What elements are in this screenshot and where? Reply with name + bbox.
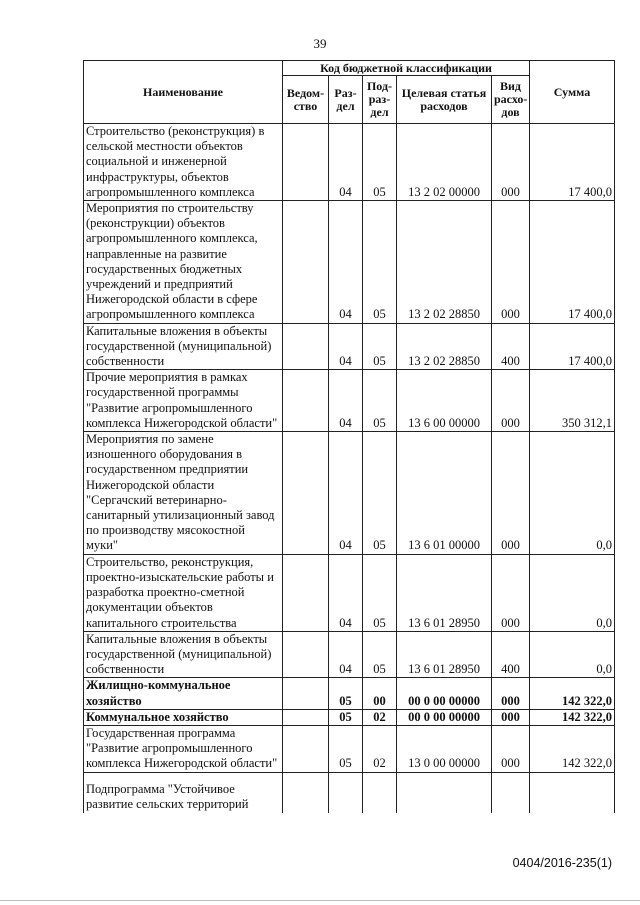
cell-department	[283, 124, 329, 201]
header-department: Ведом-ство	[283, 76, 329, 124]
cell-department	[283, 772, 329, 813]
cell-target-article: 13 0 00 00000	[397, 725, 492, 772]
cell-sum: 142 322,0	[530, 725, 615, 772]
cell-expense-type: 400	[492, 323, 530, 370]
cell-subsection: 05	[363, 631, 397, 678]
cell-target-article: 13 6 01 00000	[397, 432, 492, 555]
table-row	[84, 772, 615, 813]
cell-expense-type: 000	[492, 370, 530, 432]
cell-name: Коммунальное хозяйство	[84, 709, 283, 725]
cell-sum: 0,0	[530, 554, 615, 631]
cell-subsection: 05	[363, 432, 397, 555]
cell-section: 05	[329, 678, 363, 709]
cell-section: 04	[329, 554, 363, 631]
cell-expense-type: 000	[492, 554, 530, 631]
table-body	[84, 124, 615, 813]
cell-expense-type: 000	[492, 678, 530, 709]
cell-target-article: 13 6 00 00000	[397, 370, 492, 432]
cell-subsection: 05	[363, 554, 397, 631]
cell-section: 05	[329, 725, 363, 772]
cell-subsection: 02	[363, 709, 397, 725]
cell-name: Мероприятия по замене изношенного оборудования в государственном предприятии Нижегородской области "Сергачский ветеринарно-санитарный утилизационный завод по производству мясокостной муки"	[84, 432, 283, 555]
cell-department	[283, 631, 329, 678]
cell-target-article: 00 0 00 00000	[397, 709, 492, 725]
cell-expense-type: 000	[492, 432, 530, 555]
table-row	[84, 709, 615, 725]
table-row	[84, 323, 615, 370]
cell-target-article	[397, 772, 492, 813]
cell-expense-type: 400	[492, 631, 530, 678]
table-row	[84, 631, 615, 678]
cell-sum: 142 322,0	[530, 709, 615, 725]
cell-target-article: 13 6 01 28950	[397, 554, 492, 631]
cell-sum: 142 322,0	[530, 678, 615, 709]
cell-department	[283, 432, 329, 555]
cell-section: 05	[329, 709, 363, 725]
cell-name: Прочие мероприятия в рамках государственной программы "Развитие агропромышленного комплекса Нижегородской области"	[84, 370, 283, 432]
cell-target-article: 13 2 02 00000	[397, 124, 492, 201]
cell-sum: 17 400,0	[530, 124, 615, 201]
header-name: Наименование	[84, 61, 283, 124]
cell-section: 04	[329, 370, 363, 432]
cell-sum	[530, 772, 615, 813]
cell-subsection: 05	[363, 370, 397, 432]
cell-section: 04	[329, 432, 363, 555]
header-budget-code: Код бюджетной классификации	[283, 61, 530, 76]
cell-subsection	[363, 772, 397, 813]
cell-subsection: 02	[363, 725, 397, 772]
cell-expense-type: 000	[492, 725, 530, 772]
cell-department	[283, 370, 329, 432]
table-row	[84, 370, 615, 432]
table-row	[84, 554, 615, 631]
cell-subsection: 00	[363, 678, 397, 709]
cell-name: Государственная программа "Развитие агропромышленного комплекса Нижегородской области"	[84, 725, 283, 772]
cell-department	[283, 323, 329, 370]
page-number: 39	[313, 36, 327, 51]
cell-subsection: 05	[363, 124, 397, 201]
cell-expense-type: 000	[492, 709, 530, 725]
cell-department	[283, 725, 329, 772]
cell-sum: 17 400,0	[530, 201, 615, 324]
cell-section: 04	[329, 631, 363, 678]
cell-name: Строительство, реконструкция, проектно-изыскательские работы и разработка проектно-сметной документации объектов капитального строительства	[84, 554, 283, 631]
table-row	[84, 124, 615, 201]
cell-name: Мероприятия по строительству (реконструкции) объектов агропромышленного комплекса, направленные на развитие государственных бюджетных учреждений и предприятий Нижегородской области в сфере агропромышленного комплекса	[84, 201, 283, 324]
cell-name: Капитальные вложения в объекты государственной (муниципальной) собственности	[84, 323, 283, 370]
header-section: Раз-дел	[329, 76, 363, 124]
cell-target-article: 13 2 02 28850	[397, 201, 492, 324]
cell-department	[283, 201, 329, 324]
cell-sum: 350 312,1	[530, 370, 615, 432]
cell-sum: 17 400,0	[530, 323, 615, 370]
cell-sum: 0,0	[530, 631, 615, 678]
header-sum: Сумма	[530, 61, 615, 124]
header-subsection: Под-раз-дел	[363, 76, 397, 124]
cell-target-article: 13 2 02 28850	[397, 323, 492, 370]
cell-name: Капитальные вложения в объекты государственной (муниципальной) собственности	[84, 631, 283, 678]
cell-section	[329, 772, 363, 813]
cell-subsection: 05	[363, 201, 397, 324]
cell-section: 04	[329, 201, 363, 324]
cell-name: Строительство (реконструкция) в сельской местности объектов социальной и инженерной инфраструктуры, объектов агропромышленного комплекса	[84, 124, 283, 201]
cell-department	[283, 554, 329, 631]
cell-department	[283, 678, 329, 709]
cell-expense-type: 000	[492, 201, 530, 324]
cell-expense-type	[492, 772, 530, 813]
cell-target-article: 00 0 00 00000	[397, 678, 492, 709]
cell-name: Подпрограмма "Устойчивое развитие сельских территорий	[84, 772, 283, 813]
header-target-article: Целевая статья расходов	[397, 76, 492, 124]
cell-sum: 0,0	[530, 432, 615, 555]
cell-department	[283, 709, 329, 725]
table-row	[84, 678, 615, 709]
table-row	[84, 432, 615, 555]
bottom-rule	[0, 900, 640, 901]
header-expense-type: Вид расхо-дов	[492, 76, 530, 124]
cell-expense-type: 000	[492, 124, 530, 201]
cell-name: Жилищно-коммунальное хозяйство	[84, 678, 283, 709]
table-row	[84, 201, 615, 324]
cell-target-article: 13 6 01 28950	[397, 631, 492, 678]
table-row	[84, 725, 615, 772]
cell-section: 04	[329, 323, 363, 370]
budget-table	[83, 60, 615, 813]
document-code: 0404/2016-235(1)	[512, 856, 612, 870]
cell-section: 04	[329, 124, 363, 201]
cell-subsection: 05	[363, 323, 397, 370]
